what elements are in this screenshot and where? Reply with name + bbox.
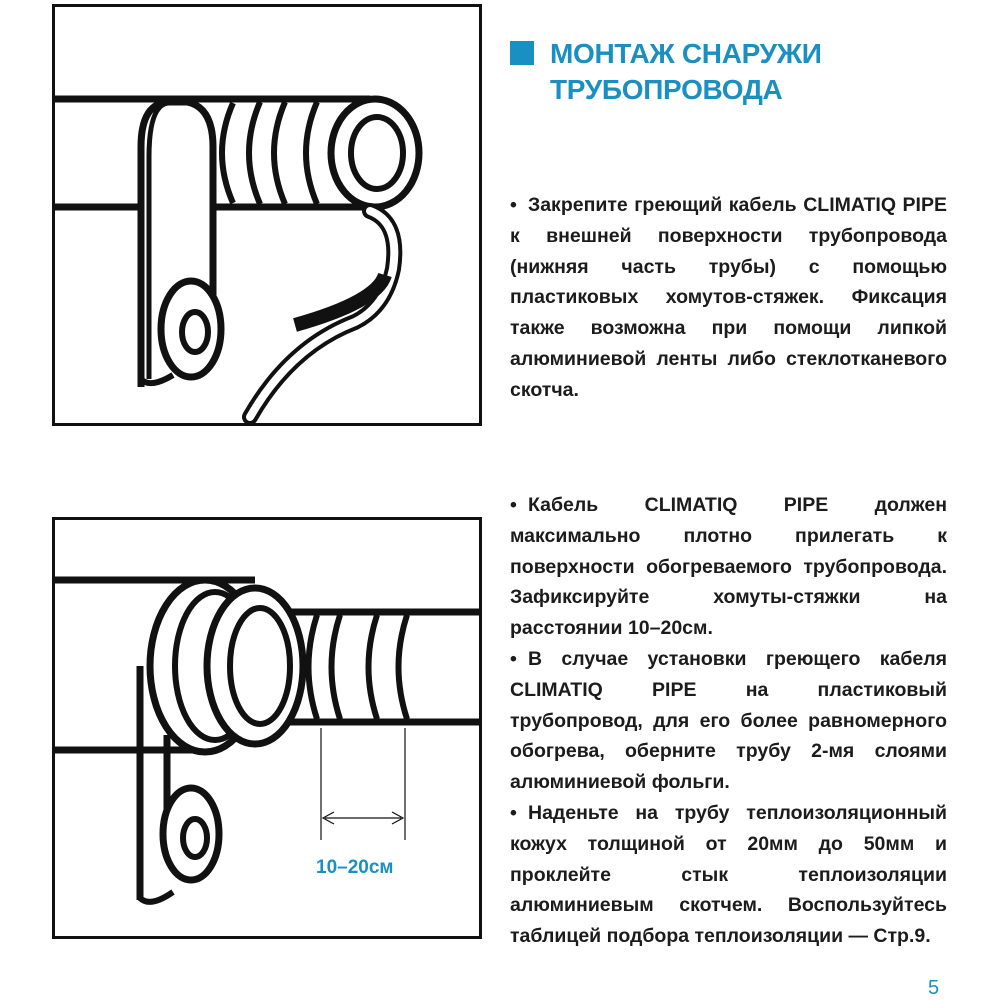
instruction-bullet: [510, 798, 947, 952]
cable-fixing-illustration: [52, 4, 482, 426]
instruction-bullet: [510, 490, 947, 644]
spacing-dimension-label: 10–20см: [316, 857, 394, 878]
heading-line-2: ТРУБОПРОВОДА: [550, 74, 783, 105]
pipe-drawing-top: [55, 7, 479, 423]
heading-marker-icon: [510, 41, 534, 65]
bullet-icon: •: [510, 647, 517, 670]
bullet-icon: •: [510, 194, 517, 216]
instruction-text: В случае установки греющего кабеля CLIMATIQ PIPE на пластиковый трубопровод, для его более равномерного обогрева, оберните трубу 2-мя слоями алюминиевой фольги.: [510, 647, 947, 794]
instruction-text: Закрепите греющий кабель CLIMATIQ PIPE к внешней поверхности трубопровода (нижняя часть трубы) с помощью пластиковых хомутов-стяжек. Фиксация также возможна при помощи липкой алюминиевой ленты либо стеклотканевого скотча.: [510, 194, 947, 401]
bullet-icon: •: [510, 801, 517, 824]
instruction-text: Наденьте на трубу теплоизоляционный кожух толщиной от 20мм до 50мм и проклейте стык теплоизоляции алюминиевым скотчем. Воспользуйтесь таблицей подбора теплоизоляции — Стр.9.: [510, 801, 947, 948]
instruction-paragraph-2: [510, 490, 947, 952]
clamp-spacing-illustration: [52, 517, 482, 939]
heading-line-1: МОНТАЖ СНАРУЖИ: [550, 38, 822, 69]
pipe-drawing-bottom: [55, 520, 479, 936]
instruction-bullet: [510, 644, 947, 798]
instruction-text: Кабель CLIMATIQ PIPE должен максимально плотно прилегать к поверхности обогреваемого трубопровода. Зафиксируйте хомуты-стяжки на расстоянии 10–20см.: [510, 494, 947, 640]
instruction-paragraph-1: [510, 190, 947, 406]
section-heading: [510, 36, 980, 108]
bullet-icon: •: [510, 494, 517, 516]
page-number: 5: [928, 977, 940, 999]
